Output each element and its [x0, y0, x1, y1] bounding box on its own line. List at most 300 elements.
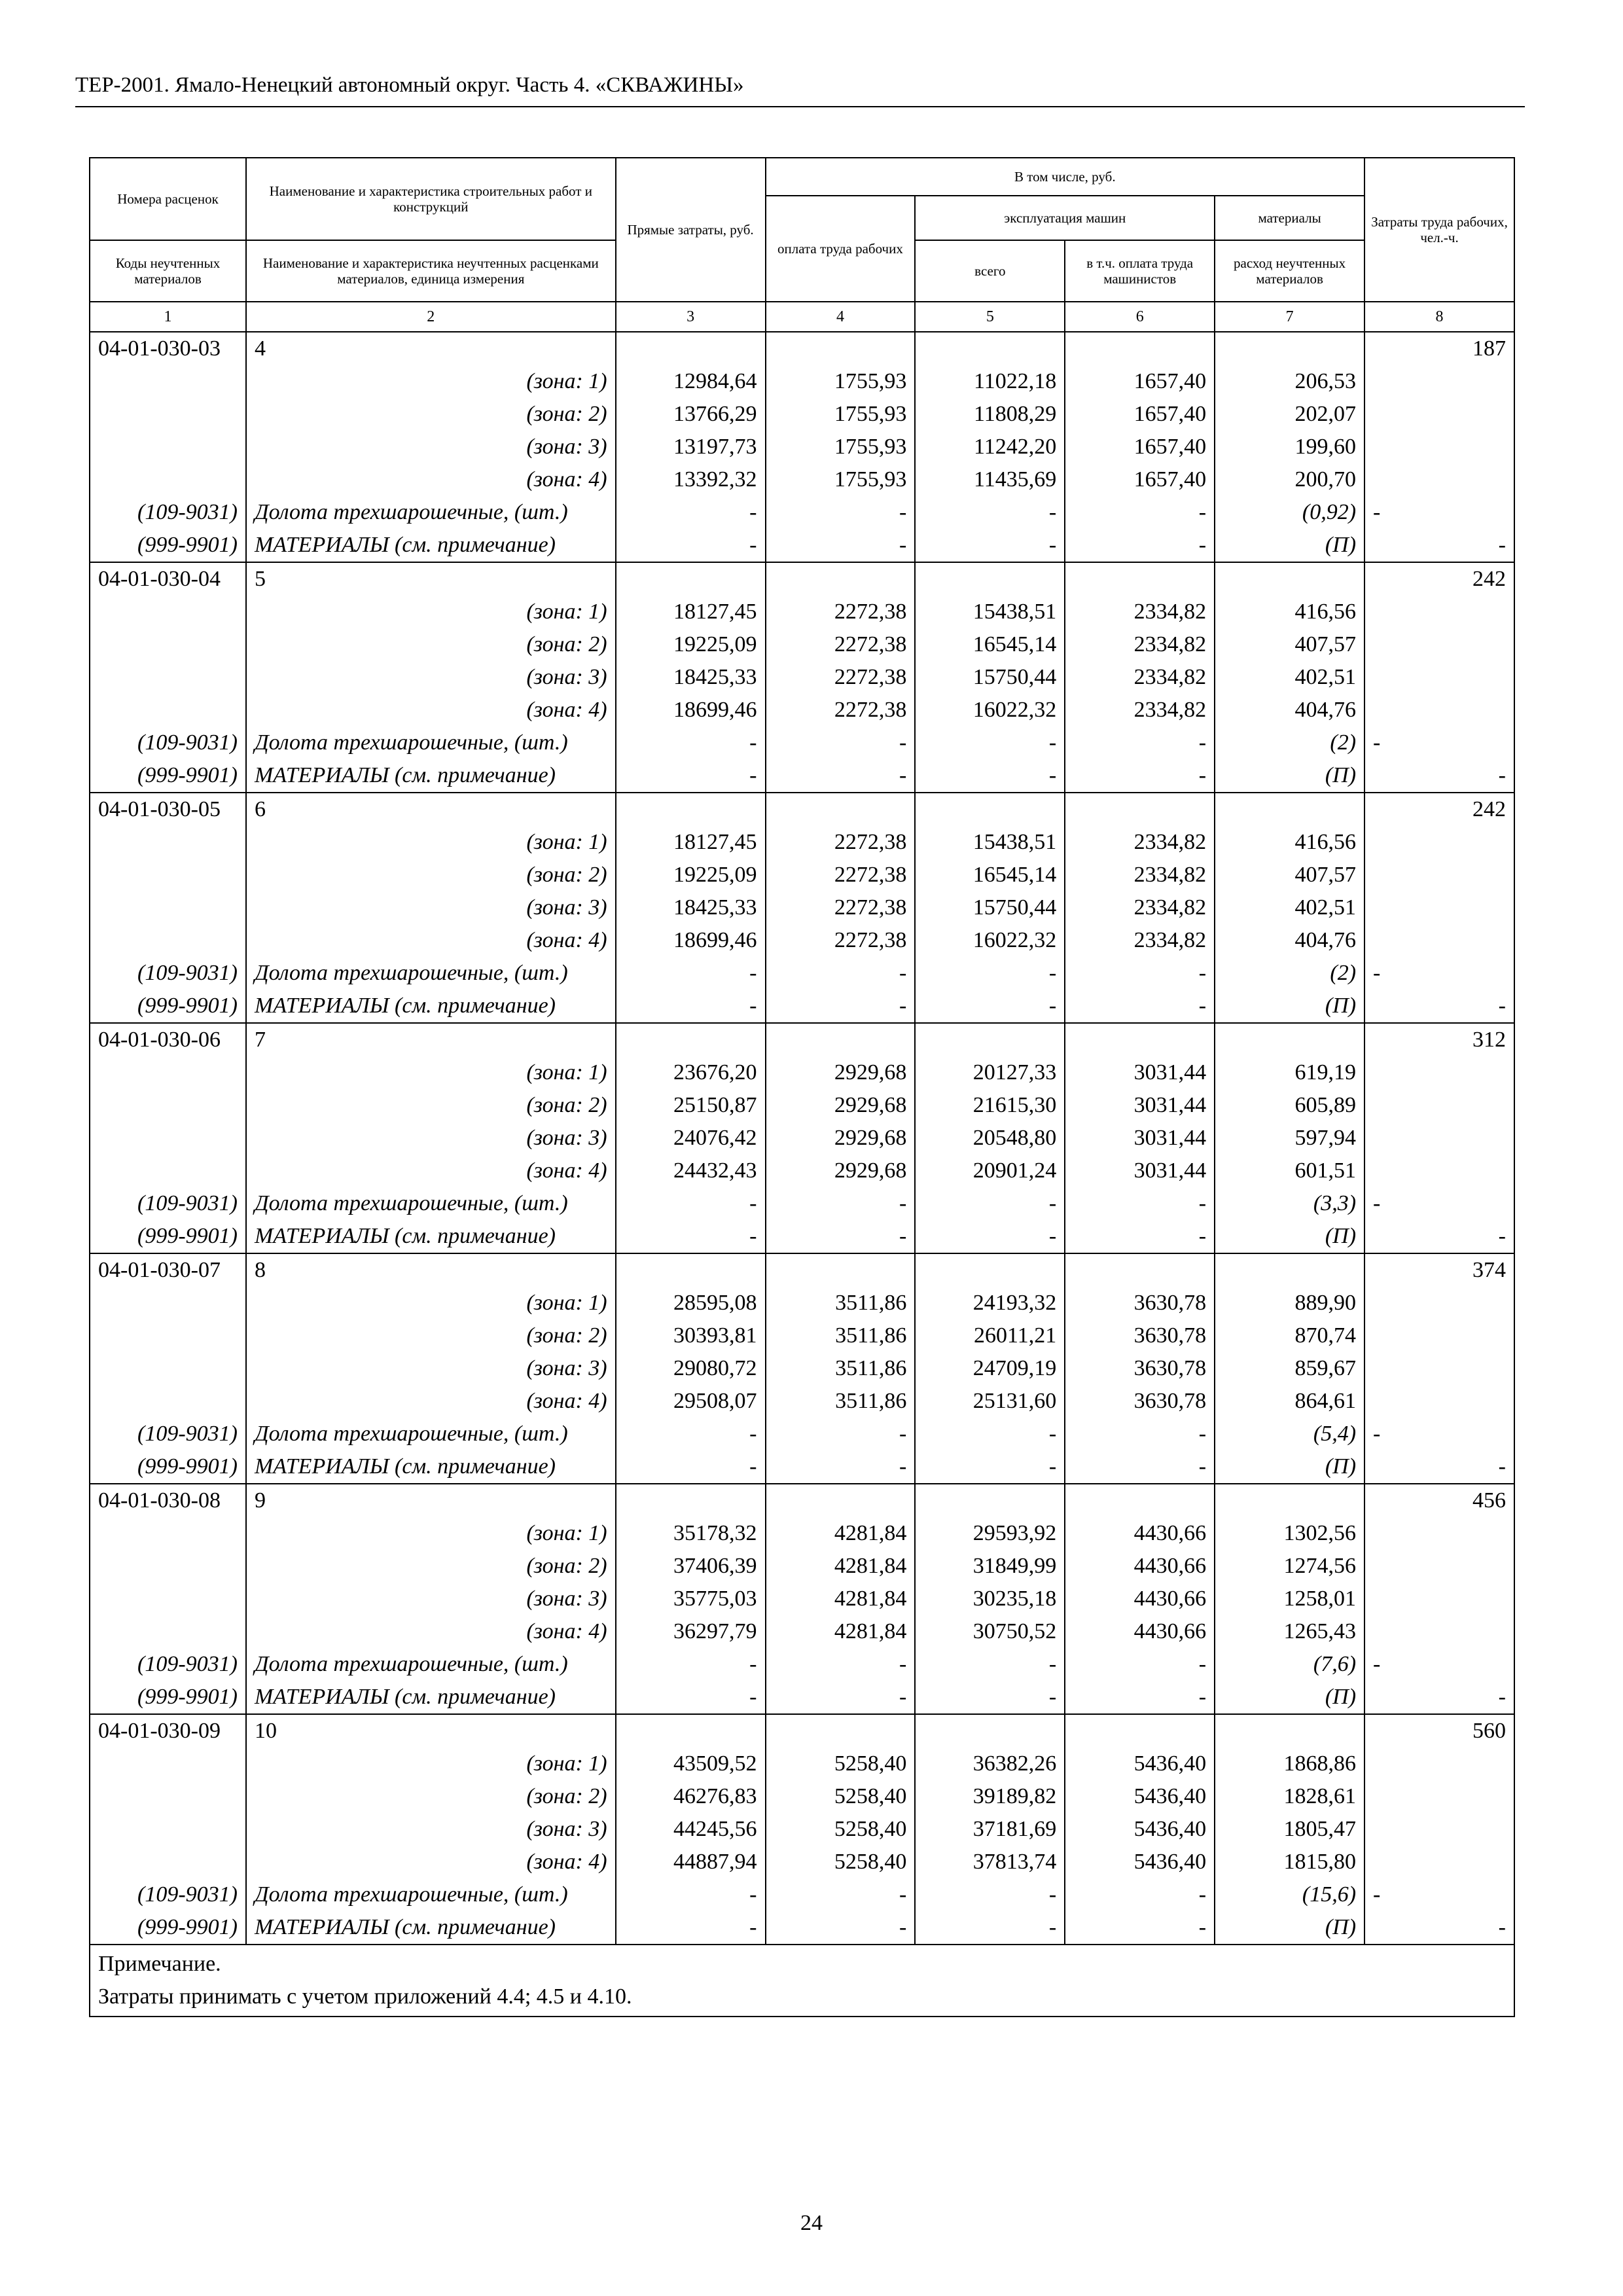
machine-cost: 24193,32 [915, 1287, 1065, 1319]
machinist-pay: 2334,82 [1065, 596, 1215, 628]
dash-cell: - [766, 759, 916, 793]
labor-dash: - [1364, 1681, 1514, 1714]
worker-pay: 2272,38 [766, 694, 916, 726]
empty-cell [90, 694, 246, 726]
table-row [90, 924, 1514, 957]
dash-cell: - [915, 990, 1065, 1023]
zone-label: (зона: 1) [246, 1748, 616, 1780]
empty-cell [1215, 1253, 1364, 1287]
machinist-pay: 3031,44 [1065, 1056, 1215, 1089]
empty-cell [1364, 1550, 1514, 1583]
dash-cell: - [766, 496, 916, 529]
direct-cost: 30393,81 [616, 1319, 766, 1352]
machine-cost: 11022,18 [915, 365, 1065, 398]
column-number: 3 [616, 302, 766, 332]
dash-cell: - [915, 1418, 1065, 1450]
rate-code: 04-01-030-07 [90, 1253, 246, 1287]
table-row [90, 596, 1514, 628]
empty-cell [90, 1056, 246, 1089]
dash-cell: - [1065, 759, 1215, 793]
empty-cell [1065, 1023, 1215, 1056]
table-row [90, 1450, 1514, 1484]
materials-cost: 404,76 [1215, 924, 1364, 957]
machine-cost: 15438,51 [915, 596, 1065, 628]
dash-cell: - [616, 1911, 766, 1945]
empty-cell [90, 365, 246, 398]
direct-cost: 13766,29 [616, 398, 766, 431]
table-row [90, 1846, 1514, 1878]
machinist-pay: 3031,44 [1065, 1089, 1215, 1122]
dash-cell: - [915, 1681, 1065, 1714]
empty-cell [90, 1122, 246, 1155]
material-name: МАТЕРИАЛЫ (см. примечание) [246, 990, 616, 1023]
dash-cell: - [616, 529, 766, 562]
machinist-pay: 2334,82 [1065, 924, 1215, 957]
machine-cost: 20127,33 [915, 1056, 1065, 1089]
table-row [90, 1319, 1514, 1352]
empty-cell [1364, 694, 1514, 726]
labor-cost: 374 [1364, 1253, 1514, 1287]
material-code: (999-9901) [90, 1681, 246, 1714]
machinist-pay: 3630,78 [1065, 1385, 1215, 1418]
machinist-pay: 5436,40 [1065, 1846, 1215, 1878]
empty-cell [1364, 463, 1514, 496]
worker-pay: 2272,38 [766, 859, 916, 891]
dash-cell: - [1065, 990, 1215, 1023]
dash-cell: - [1065, 496, 1215, 529]
zone-label: (зона: 2) [246, 1550, 616, 1583]
table-row [90, 1220, 1514, 1253]
direct-cost: 18127,45 [616, 826, 766, 859]
labor-cost: 187 [1364, 332, 1514, 365]
table-note [90, 1945, 1514, 2017]
column-number: 2 [246, 302, 616, 332]
machinist-pay: 4430,66 [1065, 1517, 1215, 1550]
dash-cell: - [915, 1450, 1065, 1484]
empty-cell [915, 332, 1065, 365]
material-quantity: (2) [1215, 957, 1364, 990]
column-number: 1 [90, 302, 246, 332]
labor-dash: - [1364, 1911, 1514, 1945]
dash-cell: - [766, 726, 916, 759]
empty-cell [1364, 1385, 1514, 1418]
labor-dash: - [1364, 529, 1514, 562]
empty-cell [1364, 596, 1514, 628]
material-code: (999-9901) [90, 1220, 246, 1253]
table-row [90, 990, 1514, 1023]
dash-cell: - [1065, 1681, 1215, 1714]
empty-cell [766, 1714, 916, 1748]
empty-cell [90, 1517, 246, 1550]
empty-cell [766, 1484, 916, 1517]
zone-label: (зона: 3) [246, 891, 616, 924]
empty-cell [1364, 1352, 1514, 1385]
empty-cell [915, 793, 1065, 826]
dash-cell: - [616, 1450, 766, 1484]
empty-cell [1364, 661, 1514, 694]
worker-pay: 5258,40 [766, 1780, 916, 1813]
dash-cell: - [616, 726, 766, 759]
column-number: 8 [1364, 302, 1514, 332]
dash-cell: - [1065, 1450, 1215, 1484]
note-text: Затраты принимать с учетом приложений 4.4; 4.5 и 4.10. [98, 1984, 632, 2009]
materials-cost: 402,51 [1215, 891, 1364, 924]
labor-dash: - [1364, 1418, 1514, 1450]
machine-cost: 24709,19 [915, 1352, 1065, 1385]
machine-cost: 25131,60 [915, 1385, 1065, 1418]
labor-dash: - [1364, 1878, 1514, 1911]
dash-cell: - [616, 496, 766, 529]
material-code: (109-9031) [90, 726, 246, 759]
table-row [90, 1748, 1514, 1780]
work-name: 4 [246, 332, 616, 365]
empty-cell [1364, 398, 1514, 431]
table-row [90, 793, 1514, 826]
machine-cost: 11808,29 [915, 398, 1065, 431]
table-row [90, 398, 1514, 431]
worker-pay: 1755,93 [766, 365, 916, 398]
materials-cost: 402,51 [1215, 661, 1364, 694]
zone-label: (зона: 4) [246, 463, 616, 496]
machinist-pay: 3031,44 [1065, 1122, 1215, 1155]
column-number: 4 [766, 302, 916, 332]
dash-cell: - [616, 1418, 766, 1450]
table-row [90, 431, 1514, 463]
labor-dash: - [1364, 1648, 1514, 1681]
machinist-pay: 5436,40 [1065, 1780, 1215, 1813]
dash-cell: - [915, 726, 1065, 759]
material-name: МАТЕРИАЛЫ (см. примечание) [246, 1220, 616, 1253]
table-row [90, 826, 1514, 859]
machine-cost: 16545,14 [915, 859, 1065, 891]
col6-header: в т.ч. оплата труда машинистов [1065, 240, 1215, 302]
table-row [90, 1813, 1514, 1846]
direct-cost: 13197,73 [616, 431, 766, 463]
direct-cost: 46276,83 [616, 1780, 766, 1813]
table-row [90, 562, 1514, 596]
empty-cell [1364, 1287, 1514, 1319]
material-quantity: (П) [1215, 1911, 1364, 1945]
dash-cell: - [766, 1911, 916, 1945]
empty-cell [1364, 1748, 1514, 1780]
materials-cost: 199,60 [1215, 431, 1364, 463]
empty-cell [1215, 562, 1364, 596]
material-code: (999-9901) [90, 529, 246, 562]
dash-cell: - [915, 759, 1065, 793]
table-row [90, 529, 1514, 562]
empty-cell [1065, 1714, 1215, 1748]
material-quantity: (П) [1215, 990, 1364, 1023]
machine-cost: 30750,52 [915, 1615, 1065, 1648]
empty-cell [1065, 793, 1215, 826]
empty-cell [90, 826, 246, 859]
labor-cost: 456 [1364, 1484, 1514, 1517]
zone-label: (зона: 3) [246, 1122, 616, 1155]
machine-cost: 11435,69 [915, 463, 1065, 496]
empty-cell [1065, 1253, 1215, 1287]
table-row [90, 1253, 1514, 1287]
labor-dash: - [1364, 1450, 1514, 1484]
dash-cell: - [1065, 1418, 1215, 1450]
empty-cell [1364, 891, 1514, 924]
dash-cell: - [766, 529, 916, 562]
empty-cell [90, 859, 246, 891]
machinist-pay: 3630,78 [1065, 1319, 1215, 1352]
direct-cost: 37406,39 [616, 1550, 766, 1583]
machine-cost: 39189,82 [915, 1780, 1065, 1813]
empty-cell [766, 1253, 916, 1287]
machine-cost: 31849,99 [915, 1550, 1065, 1583]
empty-cell [90, 1287, 246, 1319]
machinist-pay: 2334,82 [1065, 661, 1215, 694]
col3-header: Прямые затраты, руб. [616, 158, 766, 302]
table-row [90, 1385, 1514, 1418]
worker-pay: 2272,38 [766, 891, 916, 924]
empty-cell [915, 1023, 1065, 1056]
note-cell [90, 1945, 1514, 2017]
material-quantity: (П) [1215, 759, 1364, 793]
empty-cell [90, 1583, 246, 1615]
empty-cell [90, 431, 246, 463]
worker-pay: 2929,68 [766, 1056, 916, 1089]
empty-cell [1215, 793, 1364, 826]
worker-pay: 3511,86 [766, 1319, 916, 1352]
worker-pay: 1755,93 [766, 463, 916, 496]
material-quantity: (П) [1215, 1450, 1364, 1484]
table-row [90, 891, 1514, 924]
empty-cell [90, 1846, 246, 1878]
zone-label: (зона: 1) [246, 1056, 616, 1089]
empty-cell [616, 1023, 766, 1056]
zone-label: (зона: 4) [246, 1155, 616, 1187]
work-name: 8 [246, 1253, 616, 1287]
empty-cell [90, 398, 246, 431]
dash-cell: - [915, 1648, 1065, 1681]
header-rule [75, 106, 1525, 107]
empty-cell [1065, 562, 1215, 596]
worker-pay: 1755,93 [766, 431, 916, 463]
direct-cost: 18425,33 [616, 891, 766, 924]
dash-cell: - [616, 1648, 766, 1681]
labor-cost: 242 [1364, 793, 1514, 826]
empty-cell [1364, 1517, 1514, 1550]
zone-label: (зона: 3) [246, 1813, 616, 1846]
material-name: Долота трехшарошечные, (шт.) [246, 1878, 616, 1911]
empty-cell [766, 793, 916, 826]
worker-pay: 2929,68 [766, 1089, 916, 1122]
materials-cost: 416,56 [1215, 596, 1364, 628]
direct-cost: 12984,64 [616, 365, 766, 398]
table-row [90, 1155, 1514, 1187]
material-quantity: (0,92) [1215, 496, 1364, 529]
worker-pay: 3511,86 [766, 1287, 916, 1319]
dash-cell: - [766, 957, 916, 990]
empty-cell [90, 596, 246, 628]
machinist-pay: 2334,82 [1065, 694, 1215, 726]
work-name: 5 [246, 562, 616, 596]
direct-cost: 35178,32 [616, 1517, 766, 1550]
machine-cost: 11242,20 [915, 431, 1065, 463]
zone-label: (зона: 1) [246, 1287, 616, 1319]
empty-cell [1215, 1484, 1364, 1517]
machine-cost: 16022,32 [915, 694, 1065, 726]
machinist-pay: 4430,66 [1065, 1583, 1215, 1615]
dash-cell: - [915, 529, 1065, 562]
empty-cell [915, 1484, 1065, 1517]
material-code: (109-9031) [90, 1648, 246, 1681]
dash-cell: - [616, 1878, 766, 1911]
machinist-pay: 5436,40 [1065, 1748, 1215, 1780]
machine-cost: 16545,14 [915, 628, 1065, 661]
machinist-pay: 2334,82 [1065, 628, 1215, 661]
dash-cell: - [1065, 1911, 1215, 1945]
worker-pay: 2272,38 [766, 826, 916, 859]
zone-label: (зона: 2) [246, 398, 616, 431]
material-code: (109-9031) [90, 496, 246, 529]
material-name: Долота трехшарошечные, (шт.) [246, 726, 616, 759]
labor-dash: - [1364, 726, 1514, 759]
work-name: 6 [246, 793, 616, 826]
empty-cell [90, 1550, 246, 1583]
zone-label: (зона: 4) [246, 1385, 616, 1418]
rate-code: 04-01-030-03 [90, 332, 246, 365]
zone-label: (зона: 2) [246, 1319, 616, 1352]
empty-cell [915, 562, 1065, 596]
worker-pay: 5258,40 [766, 1748, 916, 1780]
table-row [90, 1023, 1514, 1056]
worker-pay: 2929,68 [766, 1155, 916, 1187]
work-name: 9 [246, 1484, 616, 1517]
empty-cell [766, 332, 916, 365]
zone-label: (зона: 4) [246, 1846, 616, 1878]
worker-pay: 3511,86 [766, 1385, 916, 1418]
labor-dash: - [1364, 1220, 1514, 1253]
empty-cell [616, 332, 766, 365]
including-header: В том числе, руб. [766, 158, 1365, 196]
worker-pay: 1755,93 [766, 398, 916, 431]
machine-cost: 29593,92 [915, 1517, 1065, 1550]
machinist-pay: 4430,66 [1065, 1550, 1215, 1583]
machinist-pay: 1657,40 [1065, 365, 1215, 398]
materials-cost: 864,61 [1215, 1385, 1364, 1418]
machinist-pay: 2334,82 [1065, 891, 1215, 924]
table-row [90, 1484, 1514, 1517]
direct-cost: 29080,72 [616, 1352, 766, 1385]
table-head [90, 158, 1514, 332]
materials-cost: 1258,01 [1215, 1583, 1364, 1615]
dash-cell: - [1065, 529, 1215, 562]
material-quantity: (2) [1215, 726, 1364, 759]
dash-cell: - [1065, 1648, 1215, 1681]
table-row [90, 1615, 1514, 1648]
material-name: МАТЕРИАЛЫ (см. примечание) [246, 1911, 616, 1945]
worker-pay: 2929,68 [766, 1122, 916, 1155]
note-title: Примечание. [98, 1952, 221, 1976]
dash-cell: - [1065, 726, 1215, 759]
col8-header: Затраты труда рабочих, чел.-ч. [1364, 158, 1514, 302]
zone-label: (зона: 2) [246, 1089, 616, 1122]
dash-cell: - [1065, 1187, 1215, 1220]
dash-cell: - [616, 1681, 766, 1714]
direct-cost: 18425,33 [616, 661, 766, 694]
table-row [90, 694, 1514, 726]
materials-cost: 1868,86 [1215, 1748, 1364, 1780]
empty-cell [90, 1615, 246, 1648]
empty-cell [90, 1352, 246, 1385]
table-row [90, 1089, 1514, 1122]
dash-cell: - [915, 1911, 1065, 1945]
machinist-pay: 1657,40 [1065, 431, 1215, 463]
labor-dash: - [1364, 990, 1514, 1023]
worker-pay: 4281,84 [766, 1583, 916, 1615]
empty-cell [90, 463, 246, 496]
empty-cell [90, 924, 246, 957]
table-body [90, 332, 1514, 1945]
material-quantity: (5,4) [1215, 1418, 1364, 1450]
zone-label: (зона: 4) [246, 694, 616, 726]
empty-cell [1364, 1583, 1514, 1615]
empty-cell [616, 1253, 766, 1287]
materials-cost: 859,67 [1215, 1352, 1364, 1385]
empty-cell [766, 1023, 916, 1056]
zone-label: (зона: 2) [246, 628, 616, 661]
materials-cost: 206,53 [1215, 365, 1364, 398]
dash-cell: - [766, 1878, 916, 1911]
table-row [90, 1648, 1514, 1681]
material-name: Долота трехшарошечные, (шт.) [246, 1648, 616, 1681]
worker-pay: 2272,38 [766, 924, 916, 957]
empty-cell [90, 1813, 246, 1846]
materials-cost: 601,51 [1215, 1155, 1364, 1187]
table-row [90, 1056, 1514, 1089]
direct-cost: 44887,94 [616, 1846, 766, 1878]
table-row [90, 726, 1514, 759]
table-row [90, 1780, 1514, 1813]
dash-cell: - [766, 990, 916, 1023]
labor-dash: - [1364, 759, 1514, 793]
machinist-pay: 5436,40 [1065, 1813, 1215, 1846]
material-quantity: (7,6) [1215, 1648, 1364, 1681]
table-row [90, 957, 1514, 990]
empty-cell [1364, 1089, 1514, 1122]
machine-cost: 30235,18 [915, 1583, 1065, 1615]
zone-label: (зона: 3) [246, 431, 616, 463]
empty-cell [1215, 1714, 1364, 1748]
dash-cell: - [1065, 1220, 1215, 1253]
empty-cell [616, 562, 766, 596]
worker-pay: 2272,38 [766, 628, 916, 661]
table-row [90, 1714, 1514, 1748]
machine-cost: 37813,74 [915, 1846, 1065, 1878]
empty-cell [1364, 924, 1514, 957]
material-code: (109-9031) [90, 1418, 246, 1450]
dash-cell: - [766, 1220, 916, 1253]
dash-cell: - [766, 1648, 916, 1681]
column-number: 6 [1065, 302, 1215, 332]
materials-cost: 1815,80 [1215, 1846, 1364, 1878]
materials-header: материалы [1215, 196, 1364, 240]
machine-cost: 36382,26 [915, 1748, 1065, 1780]
empty-cell [616, 793, 766, 826]
direct-cost: 19225,09 [616, 628, 766, 661]
machine-cost: 15438,51 [915, 826, 1065, 859]
empty-cell [1364, 1846, 1514, 1878]
price-table [89, 157, 1515, 2017]
labor-cost: 242 [1364, 562, 1514, 596]
rate-code: 04-01-030-06 [90, 1023, 246, 1056]
worker-pay: 3511,86 [766, 1352, 916, 1385]
table-row [90, 1517, 1514, 1550]
